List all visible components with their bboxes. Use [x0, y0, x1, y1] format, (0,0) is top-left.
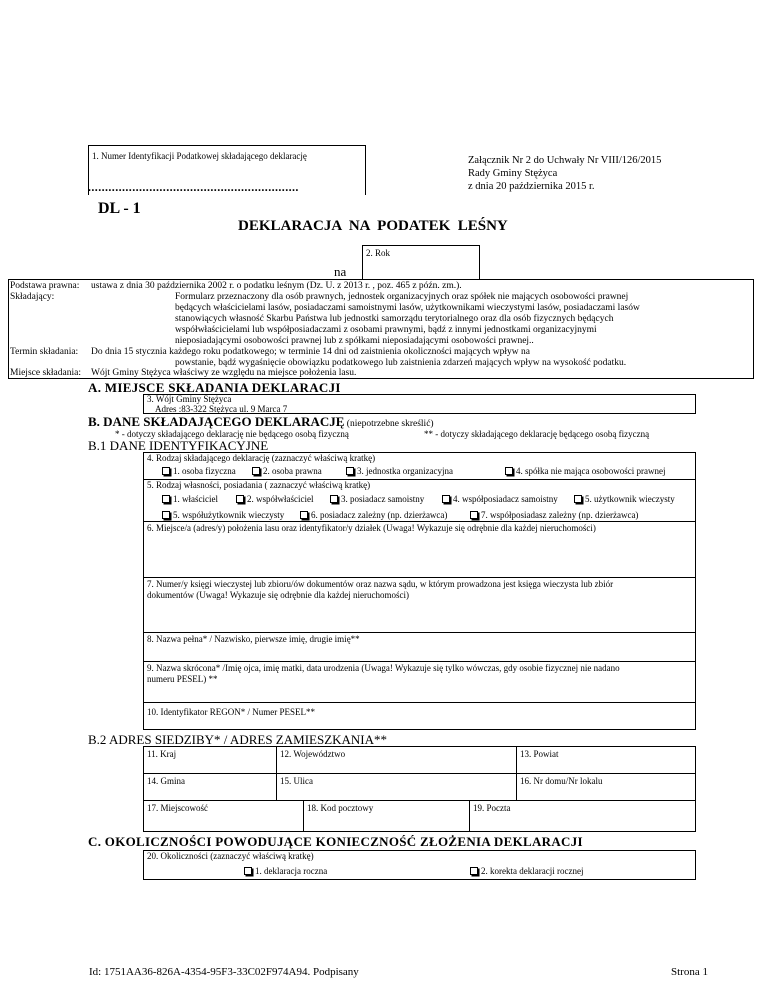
na-label: na [334, 264, 347, 279]
checkbox-icon[interactable] [330, 495, 338, 503]
field-5-label: 5. Rodzaj własności, posiadania ( zaznaczyć właściwą kratkę) [147, 480, 371, 490]
field-5-option-6-label: 5. współużytkownik wieczysty [173, 510, 285, 520]
field-4-option-2[interactable] [252, 466, 322, 476]
field-16-house-number[interactable] [516, 773, 696, 801]
field-4-option-3[interactable] [346, 466, 453, 476]
field-17-label: 17. Miejscowość [147, 803, 208, 813]
field-6-label: 6. Miejsce/a (adres/y) położenia lasu oraz identyfikator/y działek (Uwaga! Wykazuje się odrębnie dla każdej nieruchomości) [147, 523, 596, 533]
field-5-option-4-label: 4. współposiadacz samoistny [453, 494, 558, 504]
field-18-label: 18. Kod pocztowy [307, 803, 374, 813]
checkbox-icon[interactable] [442, 495, 450, 503]
field-7-label-2: dokumentów (Uwaga! Wykazuje się odrębnie dla każdej nieruchomości) [147, 590, 409, 600]
field-15-street[interactable] [276, 773, 517, 801]
field-8-label: 8. Nazwa pełna* / Nazwisko, pierwsze imię, drugie imię** [147, 634, 360, 644]
section-b-title-note: (niepotrzebne skreślić) [344, 419, 434, 429]
field-9-input[interactable] [144, 686, 695, 700]
field-4-option-4[interactable] [505, 466, 665, 476]
field-6-input[interactable] [144, 536, 695, 576]
field-20-option-2[interactable] [470, 866, 583, 876]
field-19-label: 19. Poczta [473, 803, 511, 813]
place-label: Miejsce składania: [10, 368, 81, 378]
filer-line-5: nieposiadającymi osobowości prawnej lub z spółkami nieposiadającymi osobowości prawnej.. [175, 336, 534, 346]
checkbox-icon[interactable] [574, 495, 582, 503]
field-20-option-1[interactable] [244, 866, 327, 876]
section-a-line-1: 3. Wójt Gminy Stężyca [147, 394, 232, 404]
field-5-option-8[interactable] [470, 510, 638, 520]
section-b-note-1: * - dotyczy składającego deklarację nie będącego osobą fizyczną [115, 429, 349, 439]
form-code: DL - 1 [98, 200, 141, 217]
checkbox-icon[interactable] [236, 495, 244, 503]
checkbox-icon[interactable] [162, 467, 170, 475]
section-b-note-2: ** - dotyczy składającego deklarację będącego osobą fizyczną [424, 429, 650, 439]
filer-line-2: będących właścicielami lasów, posiadaczami samoistnymi lasów, użytkownikami wieczystymi lasów, posiadaczami lasów [175, 303, 640, 313]
field-4-option-1-label: 1. osoba fizyczna [173, 466, 236, 476]
field-4-option-3-label: 3. jednostka organizacyjna [357, 466, 454, 476]
section-c-title: C. OKOLICZNOŚCI POWODUJĄCE KONIECZNOŚĆ ZŁOŻENIA DEKLARACJI [88, 834, 583, 849]
field-11-country[interactable] [143, 746, 277, 774]
field-5-option-4[interactable] [442, 494, 558, 504]
field-5-option-3-label: 3. posiadacz samoistny [341, 494, 425, 504]
line-under-8 [143, 661, 696, 662]
field-20-option-2-label: 2. korekta deklaracji rocznej [481, 866, 584, 876]
filer-label: Składający: [10, 292, 55, 302]
basis-label: Podstawa prawna: [10, 281, 80, 291]
year-label: 2. Rok [366, 248, 391, 258]
field-18-postal-code[interactable] [303, 800, 470, 832]
annex-line-2: Rady Gminy Stężyca [468, 168, 558, 179]
section-b1-title: B.1 DANE IDENTYFIKACYJNE [88, 438, 269, 453]
field-19-post-office[interactable] [469, 800, 696, 832]
field-5-option-1[interactable] [162, 494, 218, 504]
field-5-option-7[interactable] [300, 510, 447, 520]
field-4-option-2-label: 2. osoba prawna [263, 466, 322, 476]
field-9-label-2: numeru PESEL) ** [147, 674, 218, 684]
field-5-option-1-label: 1. właściciel [173, 494, 218, 504]
line-under-7 [143, 632, 696, 633]
field-17-city[interactable] [143, 800, 304, 832]
field-5-option-2[interactable] [236, 494, 314, 504]
field-11-label: 11. Kraj [147, 749, 177, 759]
field-5-option-5[interactable] [574, 494, 675, 504]
section-b-title-wrap [88, 414, 434, 430]
checkbox-icon[interactable] [252, 467, 260, 475]
section-a-title: A. MIEJSCE SKŁADANIA DEKLARACJI [88, 380, 341, 395]
line-under-6 [143, 577, 696, 578]
section-b2-title: B.2 ADRES SIEDZIBY* / ADRES ZAMIESZKANIA** [88, 732, 388, 747]
field-12-label: 12. Województwo [280, 749, 346, 759]
checkbox-icon[interactable] [470, 867, 478, 875]
field-4-option-1[interactable] [162, 466, 236, 476]
checkbox-icon[interactable] [505, 467, 513, 475]
field-9-label-1: 9. Nazwa skrócona* /Imię ojca, imię matki, data urodzenia (Uwaga! Wykazuje się tylko wówczas, gdy osobie fizycznej nie nadano [147, 663, 620, 673]
field-13-label: 13. Powiat [520, 749, 559, 759]
filer-line-1: Formularz przeznaczony dla osób prawnych, jednostek organizacyjnych oraz spółek nie mających osobowości prawnej [175, 292, 629, 302]
field-10-input[interactable] [144, 718, 695, 729]
field-10-label: 10. Identyfikator REGON* / Numer PESEL** [147, 707, 315, 717]
nip-dots[interactable]: .............................................................. [88, 180, 299, 194]
section-b-title: B. DANE SKŁADAJĄCEGO DEKLARACJĘ [88, 414, 345, 429]
field-7-label-1: 7. Numer/y księgi wieczystej lub zbioru/ów dokumentów oraz nazwa sądu, w którym prowadzona jest księga wieczysta lub zbiór [147, 579, 614, 589]
field-5-option-8-label: 7. współposiadasz zależny (np. dzierżawca) [481, 510, 639, 520]
field-14-label: 14. Gmina [147, 776, 185, 786]
deadline-line-2: powstanie, bądź wygaśnięcie obowiązku podatkowego lub zaistnienia zdarzeń mających wpływ na wysokość podatku. [175, 358, 627, 368]
field-8-input[interactable] [144, 646, 695, 660]
annex-line-1: Załącznik Nr 2 do Uchwały Nr VIII/126/2015 [468, 155, 662, 166]
field-20-option-1-label: 1. deklaracja roczna [255, 866, 328, 876]
checkbox-icon[interactable] [162, 495, 170, 503]
line-under-5 [143, 521, 696, 522]
field-5-option-3[interactable] [330, 494, 424, 504]
field-14-commune[interactable] [143, 773, 277, 801]
field-12-voivodeship[interactable] [276, 746, 517, 774]
deadline-line-1: Do dnia 15 stycznia każdego roku podatkowego; w terminie 14 dni od zaistnienia okoliczności mających wpływ na [91, 347, 530, 357]
field-5-option-6[interactable] [162, 510, 284, 520]
checkbox-icon[interactable] [300, 511, 308, 519]
field-15-label: 15. Ulica [280, 776, 313, 786]
section-a-line-2: Adres :83-322 Stężyca ul. 9 Marca 7 [155, 404, 288, 414]
filer-line-3: stanowiących własność Skarbu Państwa lub jednostki samorządu terytorialnego oraz dla osób fizycznych będących [175, 314, 614, 324]
nip-label: 1. Numer Identyfikacji Podatkowej składającego deklarację [92, 151, 307, 161]
basis-text: ustawa z dnia 30 października 2002 r. o podatku leśnym (Dz. U. z 2013 r. , poz. 465 z późn. zm.). [91, 281, 462, 291]
field-5-option-2-label: 2. współwłaściciel [247, 494, 314, 504]
line-under-9 [143, 702, 696, 703]
footer-page: Strona 1 [671, 966, 708, 978]
annex-line-3: z dnia 20 października 2015 r. [468, 181, 595, 192]
field-20-label: 20. Okoliczności (zaznaczyć właściwą kratkę) [147, 851, 314, 861]
checkbox-icon[interactable] [470, 511, 478, 519]
field-4-option-4-label: 4. spółka nie mająca osobowości prawnej [516, 466, 666, 476]
deadline-label: Termin składania: [10, 347, 79, 357]
field-5-option-7-label: 6. posiadacz zależny (np. dzierżawca) [311, 510, 448, 520]
field-7-input[interactable] [144, 602, 695, 630]
annex-info [468, 154, 661, 193]
page-title: DEKLARACJA NA PODATEK LEŚNY [238, 218, 508, 234]
field-5-option-5-label: 5. użytkownik wieczysty [585, 494, 675, 504]
field-16-label: 16. Nr domu/Nr lokalu [520, 776, 603, 786]
field-13-county[interactable] [516, 746, 696, 774]
footer-id: Id: 1751AA36-826A-4354-95F3-33C02F974A94. Podpisany [89, 966, 359, 978]
checkbox-icon[interactable] [162, 511, 170, 519]
checkbox-icon[interactable] [346, 467, 354, 475]
checkbox-icon[interactable] [244, 867, 252, 875]
place-text: Wójt Gminy Stężyca właściwy ze względu na miejsce położenia lasu. [91, 368, 357, 378]
field-4-label: 4. Rodzaj składającego deklarację (zaznaczyć właściwą kratkę) [147, 453, 376, 463]
filer-line-4: współwłaścicielami lub współposiadaczami z osobami prawnymi, bądź z innymi jednostkami organizacyjnymi [175, 325, 597, 335]
